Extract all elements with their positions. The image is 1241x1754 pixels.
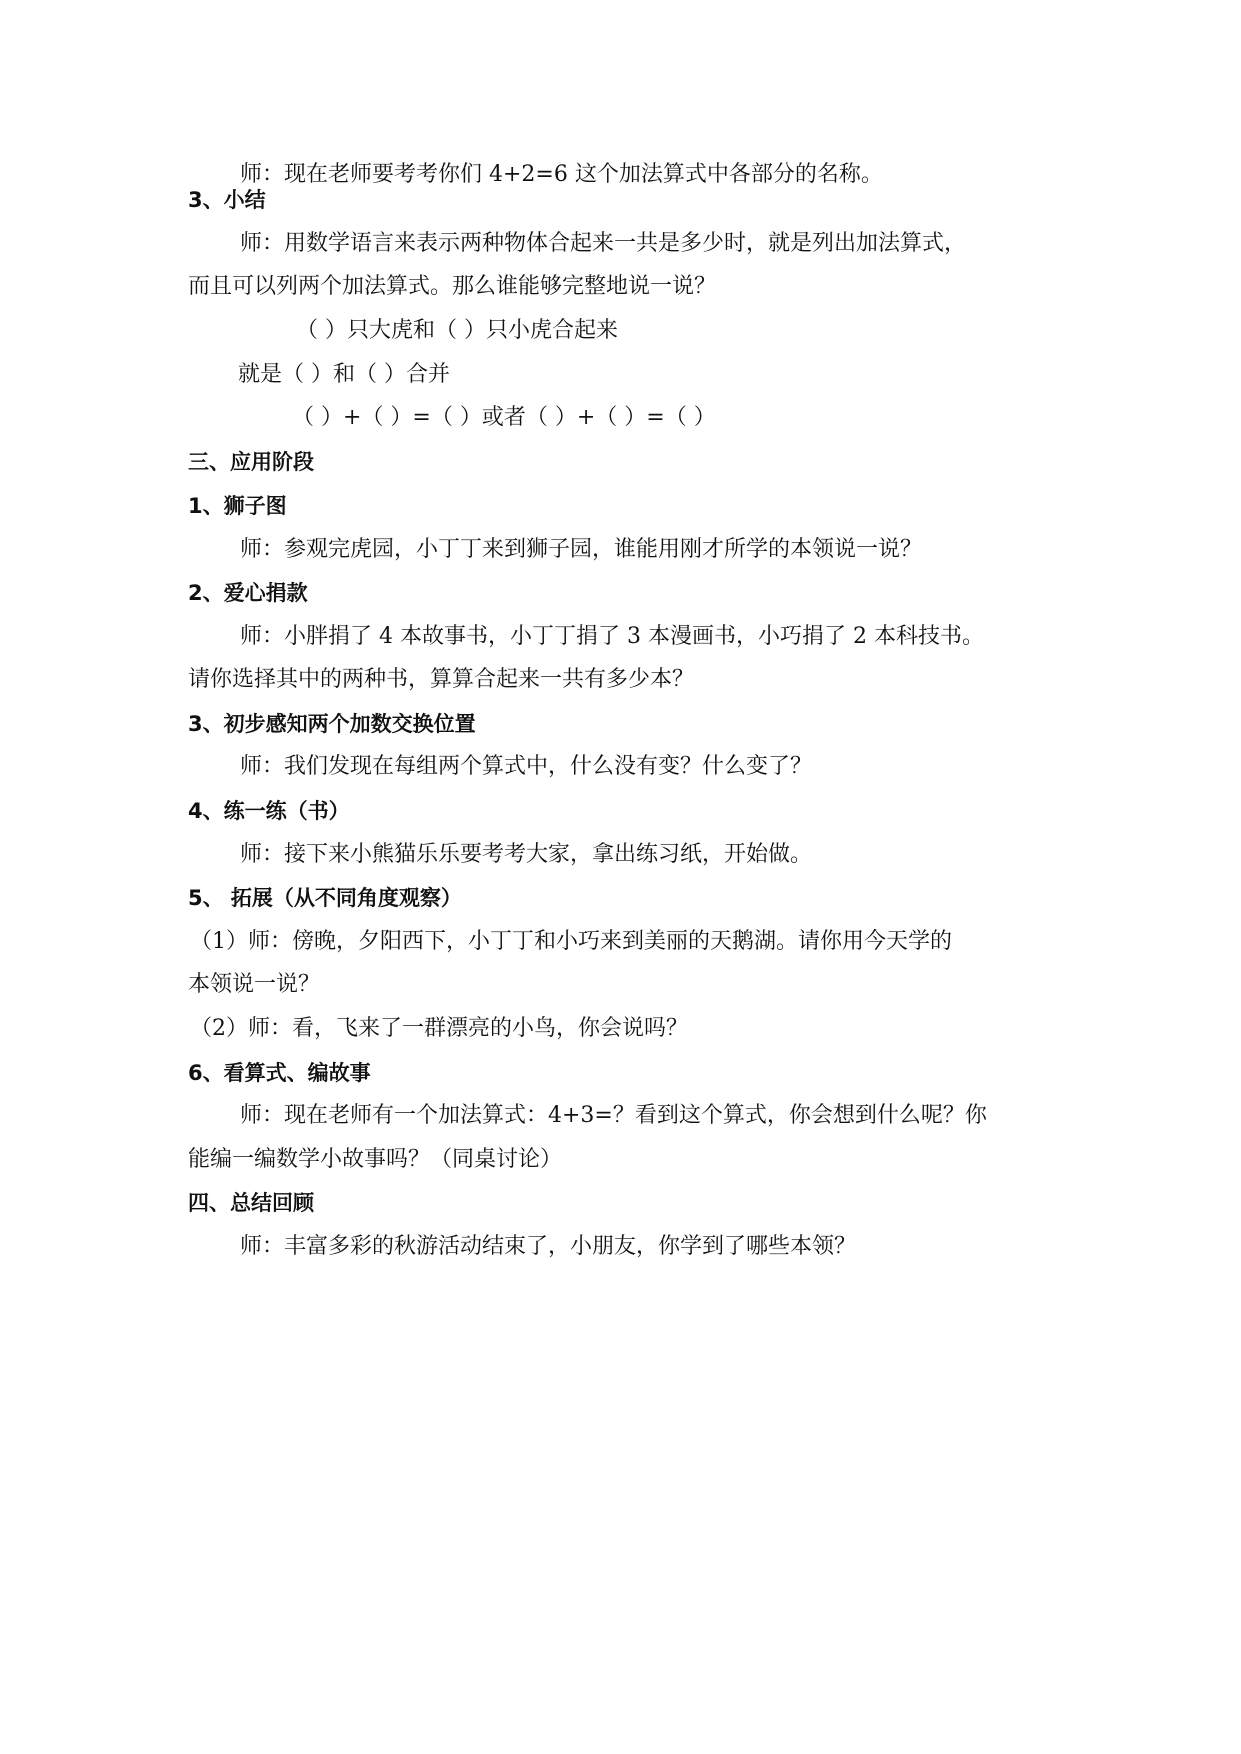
paragraph-donation-line2: 请你选择其中的两种书，算算合起来一共有多少本？ xyxy=(188,667,695,692)
heading-extension: 5、 拓展（从不同角度观察） xyxy=(188,886,462,910)
heading-practice: 4、练一练（书） xyxy=(188,799,350,823)
heading-application-stage: 三、应用阶段 xyxy=(188,450,314,474)
paragraph-lion-picture: 师：参观完虎园，小丁丁来到狮子园，谁能用刚才所学的本领说一说？ xyxy=(240,537,923,562)
heading-addend-swap: 3、初步感知两个加数交换位置 xyxy=(188,712,476,736)
heading-story-writing: 6、看算式、编故事 xyxy=(188,1061,371,1085)
paragraph-extension-1-line2: 本领说一说？ xyxy=(188,972,321,997)
paragraph-donation-line1: 师：小胖捐了 4 本故事书，小丁丁捐了 3 本漫画书，小巧捐了 2 本科技书。 xyxy=(240,624,984,649)
paragraph-review: 师：丰富多彩的秋游活动结束了，小朋友，你学到了哪些本领？ xyxy=(240,1234,857,1259)
heading-lion-picture: 1、狮子图 xyxy=(188,494,287,518)
fill-blank-merge: 就是（ ）和（ ）合并 xyxy=(238,362,450,387)
heading-review: 四、总结回顾 xyxy=(188,1191,314,1215)
paragraph-extension-1-line1: （1）师：傍晚，夕阳西下，小丁丁和小巧来到美丽的天鹅湖。请你用今天学的 xyxy=(190,929,952,954)
fill-blank-equations: （ ）+（ ）=（ ）或者（ ）+（ ）=（ ） xyxy=(292,405,716,430)
heading-summary: 3、小结 xyxy=(188,188,266,212)
fill-blank-tigers: （ ）只大虎和（ ）只小虎合起来 xyxy=(296,318,618,343)
paragraph-summary-line1: 师：用数学语言来表示两种物体合起来一共是多少时，就是列出加法算式， xyxy=(240,231,967,256)
paragraph-story-line1: 师：现在老师有一个加法算式：4+3=？看到这个算式，你会想到什么呢？你 xyxy=(240,1103,987,1128)
paragraph-story-line2: 能编一编数学小故事吗？（同桌讨论） xyxy=(188,1147,563,1172)
paragraph-practice: 师：接下来小熊猫乐乐要考考大家，拿出练习纸，开始做。 xyxy=(240,842,813,867)
heading-charity-donation: 2、爱心捐款 xyxy=(188,581,308,605)
paragraph-teacher-names-quiz: 师：现在老师要考考你们 4+2=6 这个加法算式中各部分的名称。 xyxy=(240,162,883,187)
paragraph-extension-2: （2）师：看，飞来了一群漂亮的小鸟，你会说吗？ xyxy=(190,1016,688,1041)
paragraph-summary-line2: 而且可以列两个加法算式。那么谁能够完整地说一说？ xyxy=(188,274,717,299)
paragraph-addend-swap: 师：我们发现在每组两个算式中，什么没有变？什么变了？ xyxy=(240,754,813,779)
